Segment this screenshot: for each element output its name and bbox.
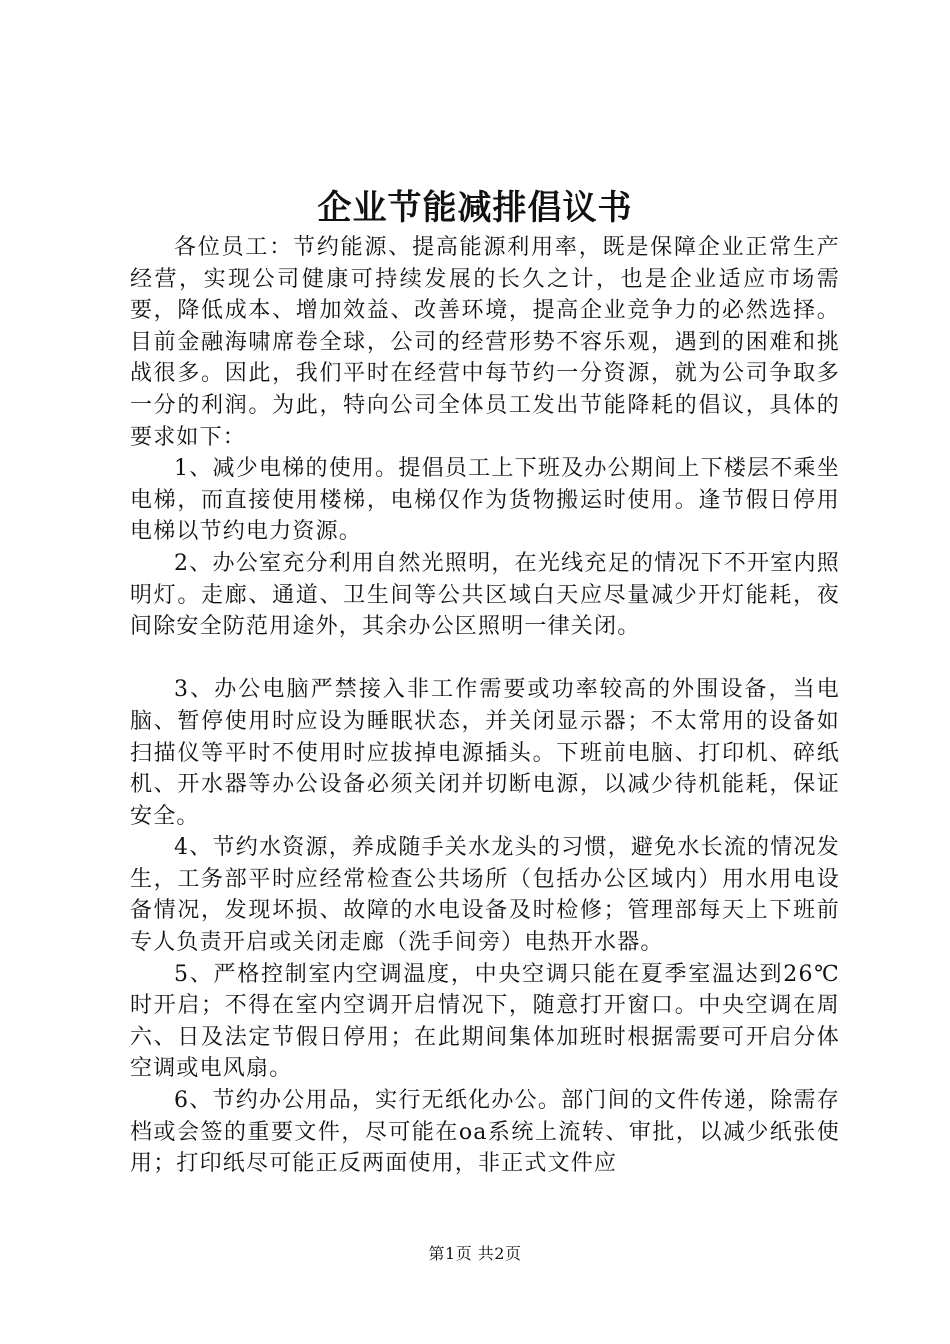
paragraph-item-6: 6、节约办公用品，实行无纸化办公。部门间的文件传递，除需存档或会签的重要文件，尽可能在oa系统上流转、审批，以减少纸张使用；打印纸尽可能正反两面使用，非正式文件应 (130, 1088, 840, 1177)
paragraph-item-2: 2、办公室充分利用自然光照明，在光线充足的情况下不开室内照明灯。走廊、通道、卫生间等公共区域白天应尽量减少开灯能耗，夜间除安全防范用途外，其余办公区照明一律关闭。 (130, 550, 840, 640)
paragraph-intro: 各位员工：节约能源、提高能源利用率，既是保障企业正常生产经营，实现公司健康可持续发展的长久之计，也是企业适应市场需要，降低成本、增加效益、改善环境，提高企业竞争力的必然选择。目前金融海啸席卷全球，公司的经营形势不容乐观，遇到的困难和挑战很多。因此，我们平时在经营中每节约一分资源，就为公司争取多一分的利润。为此，特向公司全体员工发出节能降耗的倡议，具体的要求如下： (130, 235, 840, 450)
page-number-footer: 第1页 共2页 (428, 1244, 522, 1263)
paragraph-item-4: 4、节约水资源，养成随手关水龙头的习惯，避免水长流的情况发生，工务部平时应经常检查公共场所（包括办公区域内）用水用电设备情况，发现坏损、故障的水电设备及时检修；管理部每天上下班前专人负责开启或关闭走廊（洗手间旁）电热开水器。 (130, 835, 840, 956)
document-body (130, 232, 840, 1180)
document-title: 企业节能减排倡议书 (317, 188, 633, 228)
paragraph-item-3: 3、办公电脑严禁接入非工作需要或功率较高的外围设备，当电脑、暂停使用时应设为睡眠状态，并关闭显示器；不太常用的设备如扫描仪等平时不使用时应拔掉电源插头。下班前电脑、打印机、碎纸机、开水器等办公设备必须关闭并切断电源，以减少待机能耗，保证安全。 (130, 677, 840, 829)
paragraph-item-5: 5、严格控制室内空调温度，中央空调只能在夏季室温达到26℃时开启；不得在室内空调开启情况下，随意打开窗口。中央空调在周六、日及法定节假日停用；在此期间集体加班时根据需要可开启分体空调或电风扇。 (130, 961, 840, 1082)
paragraph-item-1: 1、减少电梯的使用。提倡员工上下班及办公期间上下楼层不乘坐电梯，而直接使用楼梯，电梯仅作为货物搬运时使用。逢节假日停用电梯以节约电力资源。 (130, 456, 840, 545)
